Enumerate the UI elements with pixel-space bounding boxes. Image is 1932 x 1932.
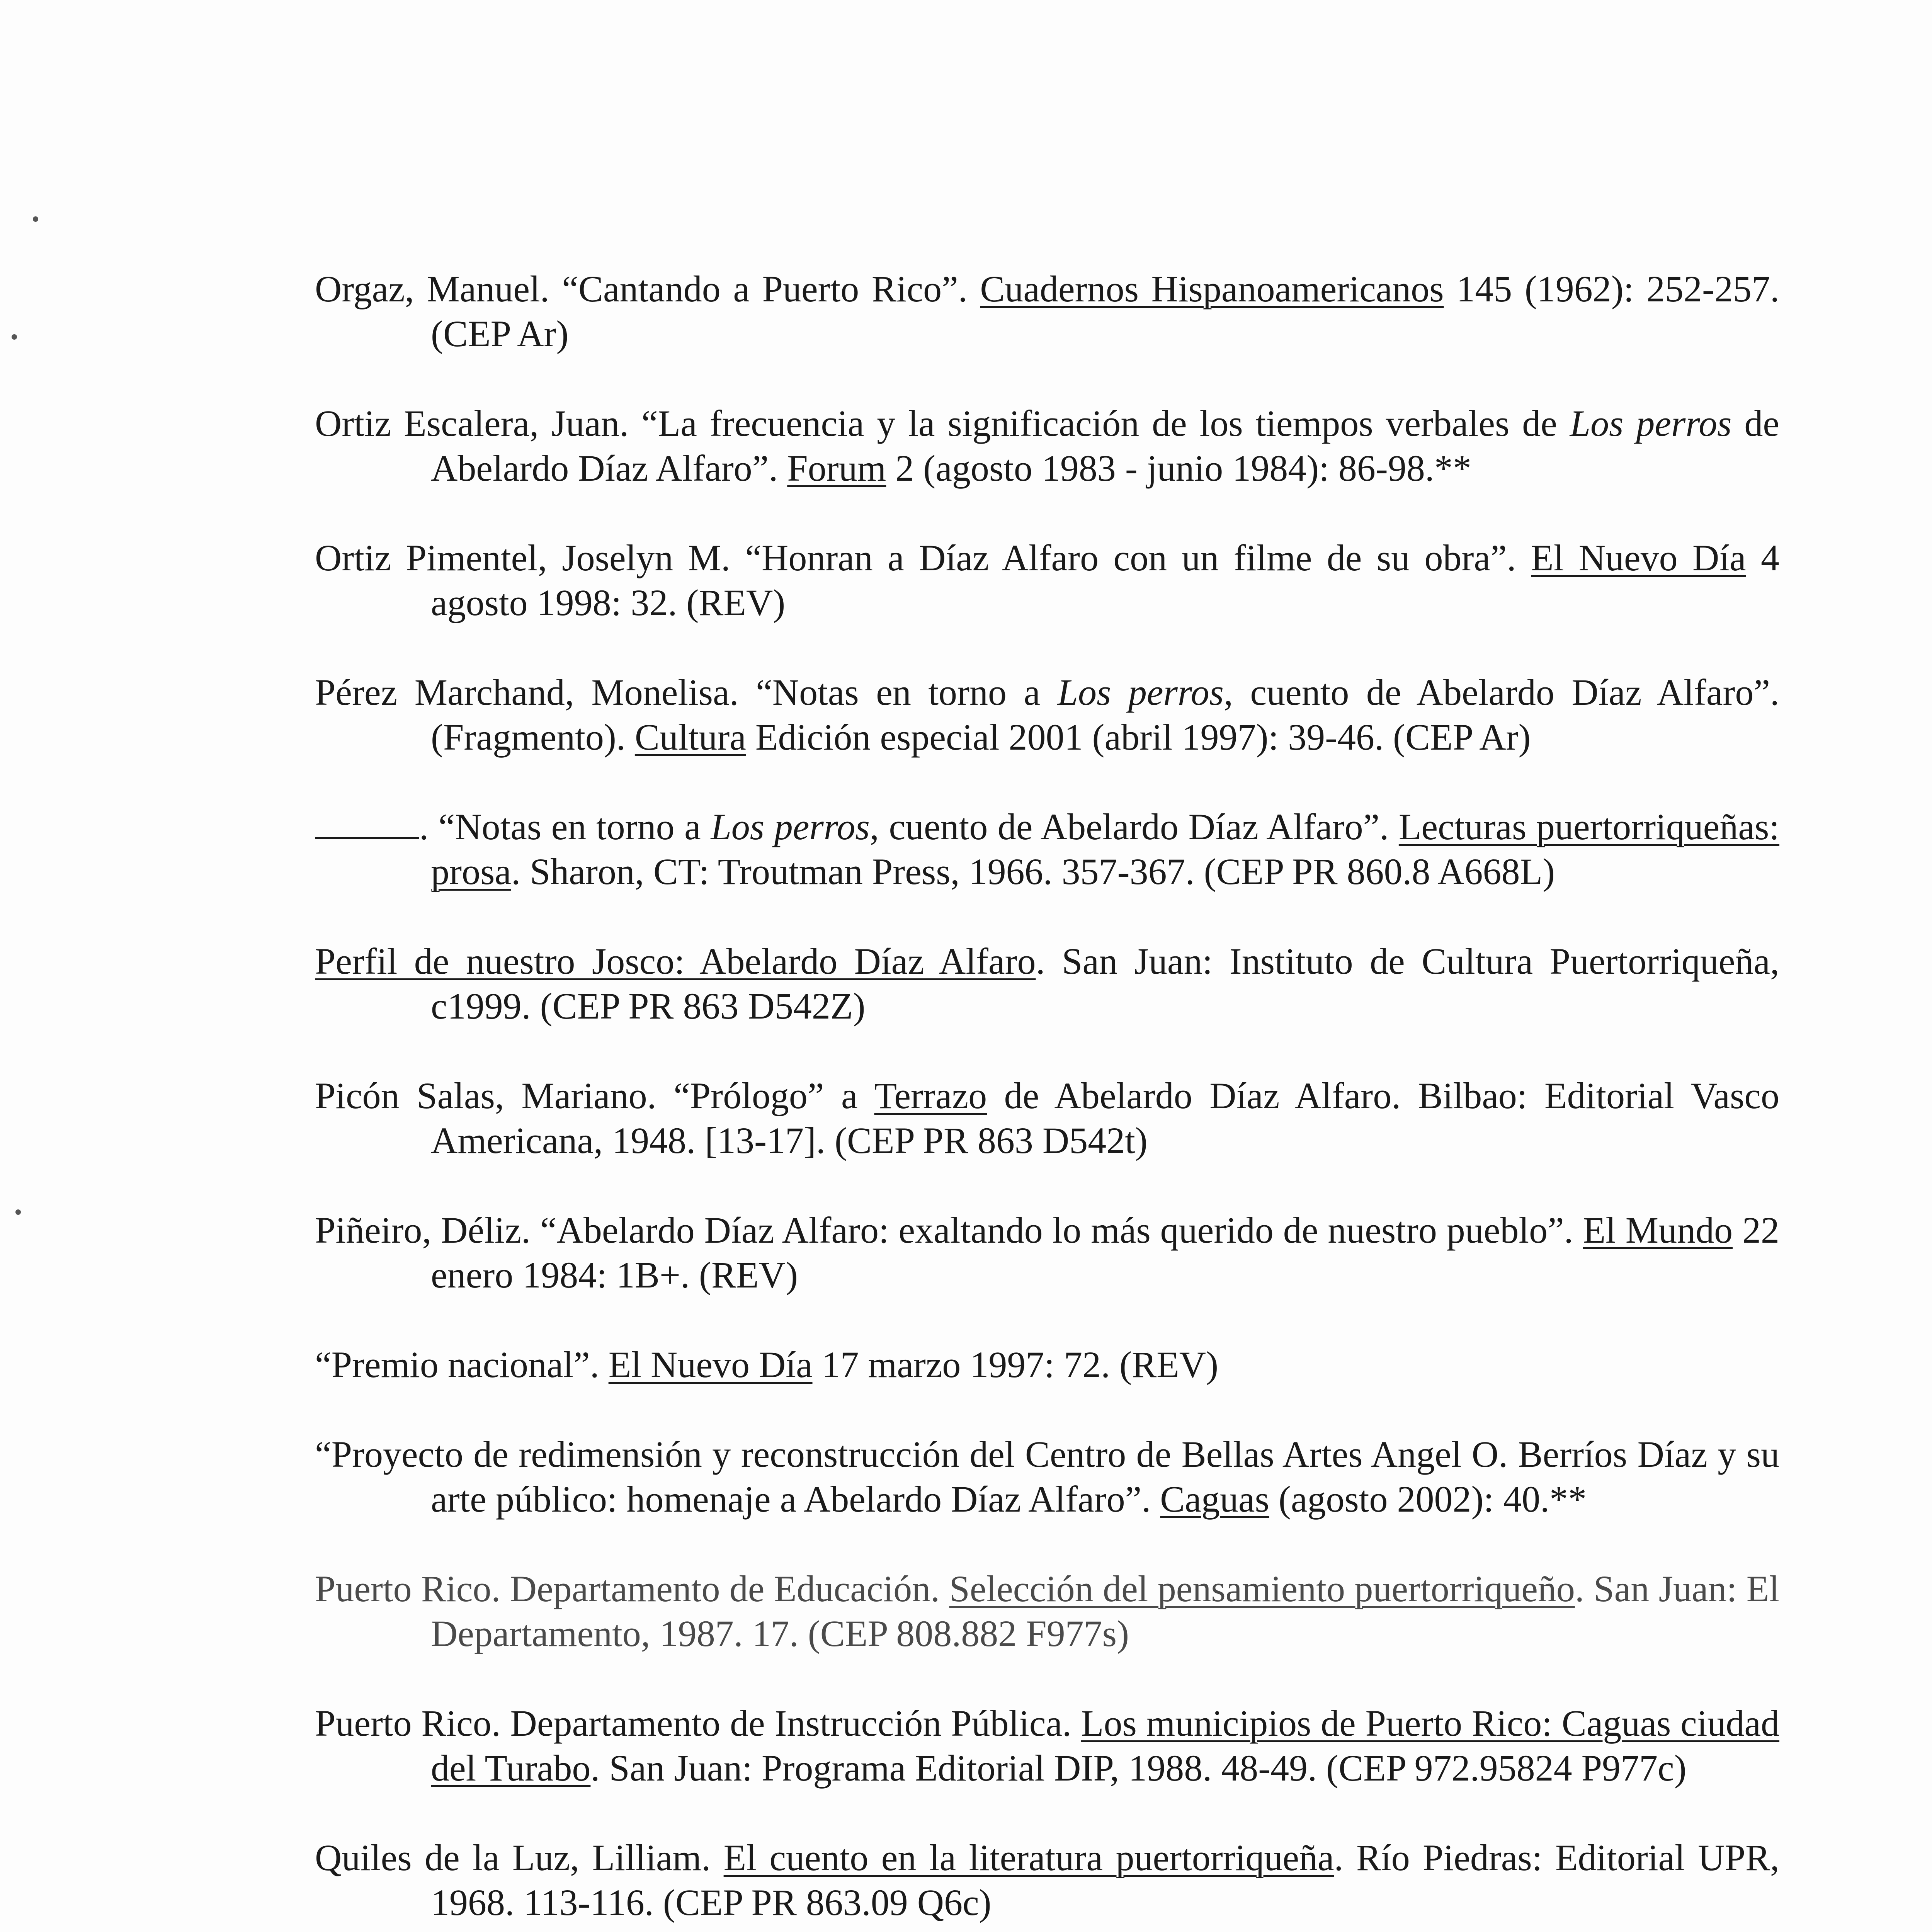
entry-text: Picón Salas, Mariano. “Prólogo” a: [315, 1075, 874, 1116]
bibliography-list: [315, 267, 1779, 1932]
underlined-title: Terrazo: [874, 1075, 987, 1116]
underlined-title: El Nuevo Día: [608, 1344, 813, 1385]
entry-text: Puerto Rico. Departamento de Educación.: [315, 1568, 949, 1609]
entry-text: . Río Piedras: Editorial UPR, 1968. 113-116. (CEP PR 863.09 Q6c): [431, 1837, 1779, 1923]
entry-text: . Sharon, CT: Troutman Press, 1966. 357-367. (CEP PR 860.8 A668L): [511, 851, 1555, 892]
entry-text: . San Juan: Instituto de Cultura Puertorriqueña, c1999. (CEP PR 863 D542Z): [431, 940, 1780, 1027]
bibliography-entry: [315, 1566, 1779, 1656]
entry-text: . San Juan: Programa Editorial DIP, 1988. 48-49. (CEP 972.95824 P977c): [590, 1747, 1687, 1789]
entry-text: “Proyecto de redimensión y reconstrucción del Centro de Bellas Artes Angel O. Berríos Díaz y su arte público: homenaje a Abelardo Díaz Alfaro”.: [315, 1434, 1779, 1520]
entry-text: Edición especial 2001 (abril 1997): 39-46. (CEP Ar): [746, 716, 1531, 758]
entry-text: Quiles de la Luz, Lilliam.: [315, 1837, 724, 1878]
underlined-title: El cuento en la literatura puertorriqueña: [723, 1837, 1334, 1878]
entry-text: Ortiz Pimentel, Joselyn M. “Honran a Díaz Alfaro con un filme de su obra”.: [315, 537, 1531, 578]
underlined-title: El Mundo: [1583, 1209, 1733, 1251]
scan-speck: [12, 334, 17, 340]
underlined-title: Perfil de nuestro Josco: Abelardo Díaz Alfaro: [315, 940, 1036, 982]
underlined-title: Caguas: [1160, 1478, 1269, 1520]
entry-text: 17 marzo 1997: 72. (REV): [812, 1344, 1219, 1385]
underlined-title: Selección del pensamiento puertorriqueño: [949, 1568, 1575, 1609]
entry-text: 145 (1962): 252-257. (CEP Ar): [431, 268, 1780, 354]
repeat-author-dash: [315, 806, 419, 839]
bibliography-entry: [315, 1208, 1779, 1298]
underlined-title: Cultura: [634, 716, 746, 758]
underlined-title: Forum: [787, 447, 886, 489]
italic-title: Los perros: [711, 806, 870, 847]
bibliography-entry: [315, 401, 1779, 491]
entry-text: , cuento de Abelardo Díaz Alfaro”.: [869, 806, 1399, 847]
entry-text: de Abelardo Díaz Alfaro. Bilbao: Editorial Vasco Americana, 1948. [13-17]. (CEP PR 863 D542t): [431, 1075, 1780, 1161]
entry-text: , cuento de Abelardo Díaz Alfaro”. (Fragmento).: [431, 672, 1780, 758]
underlined-title: Cuadernos Hispanoamericanos: [980, 268, 1444, 310]
bibliography-entry: [315, 939, 1779, 1029]
bibliography-entry: [315, 1835, 1779, 1925]
underlined-title: El Nuevo Día: [1531, 537, 1746, 578]
underlined-title: Los municipios de Puerto Rico: Caguas ciudad del Turabo: [431, 1702, 1780, 1789]
entry-text: Piñeiro, Déliz. “Abelardo Díaz Alfaro: exaltando lo más querido de nuestro pueblo”.: [315, 1209, 1583, 1251]
entry-text: “Premio nacional”.: [315, 1344, 609, 1385]
entry-text: . San Juan: El Departamento, 1987. 17. (CEP 808.882 F977s): [431, 1568, 1779, 1654]
bibliography-entry: [315, 1432, 1779, 1522]
entry-text: Puerto Rico. Departamento de Instrucción Pública.: [315, 1702, 1081, 1744]
bibliography-entry: [315, 1701, 1779, 1791]
entry-text: Orgaz, Manuel. “Cantando a Puerto Rico”.: [315, 268, 980, 310]
scan-speck: [33, 216, 38, 222]
italic-title: Los perros: [1057, 672, 1224, 713]
bibliography-entry: [315, 1073, 1779, 1163]
entry-text: (agosto 2002): 40.**: [1269, 1478, 1587, 1520]
bibliography-entry: [315, 1342, 1779, 1387]
entry-text: 2 (agosto 1983 - junio 1984): 86-98.**: [886, 447, 1471, 489]
italic-title: Los perros: [1570, 403, 1732, 444]
entry-text: 4 agosto 1998: 32. (REV): [431, 537, 1780, 623]
scan-speck: [15, 1209, 21, 1215]
bibliography-entry: [315, 536, 1779, 625]
underlined-title: Lecturas puertorriqueñas: prosa: [431, 806, 1780, 892]
entry-text: Ortiz Escalera, Juan. “La frecuencia y la significación de los tiempos verbales de: [315, 403, 1570, 444]
entry-text: Pérez Marchand, Monelisa. “Notas en torno a: [315, 672, 1058, 713]
bibliography-entry: [315, 267, 1779, 356]
entry-text: de Abelardo Díaz Alfaro”.: [431, 403, 1780, 489]
bibliography-entry: [315, 804, 1779, 894]
bibliography-entry: [315, 670, 1779, 760]
entry-text: 22 enero 1984: 1B+. (REV): [431, 1209, 1780, 1296]
entry-text: . “Notas en torno a: [419, 806, 711, 847]
